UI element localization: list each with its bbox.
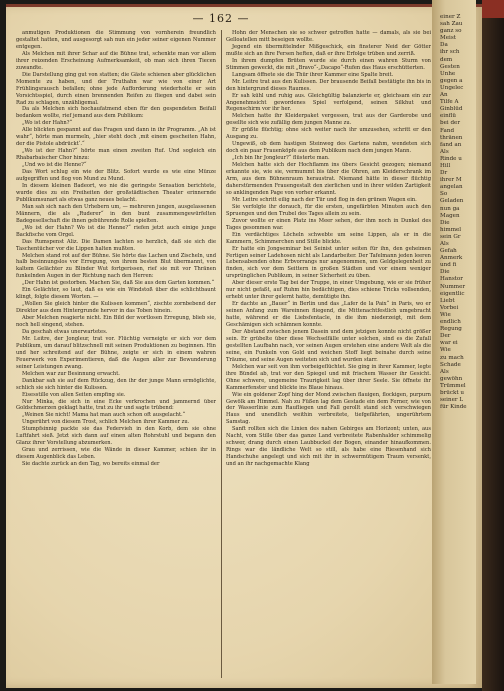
next-page-line: himmel: [440, 226, 462, 233]
paragraph: Jegend ein übermittelnder Mißgeschick, ein finsterer Neid der Götter mußte sich an ihre Fersen heften, daß er ihre Erfolge trüben und zerriß.: [226, 43, 431, 57]
next-page-line: Nummer: [440, 283, 466, 290]
paragraph: Nur Minka, die sich in eine Ecke verkrochen und jammernd über Goldschmerzen geklagt hatte, trat zu ihr und sagte trübend:: [16, 398, 216, 412]
paragraph: Stumpfsinnig packte sie das Federvieh in den Korb, dem sie ohne Luftfahrt sieß. Jetzt sich dann auf einen alten Rohrstuhl und begann den Glanz ihrer Vorstellung abzumerken.: [16, 426, 216, 447]
paragraph: Das Rumspenst Aliz. Die Damen lachten so herzlich, daß sie sich die Taschentücher vor die Lippen halten mußten.: [16, 238, 216, 252]
paragraph: Grau und zerrissen, wie die Wände in dieser Kammer, schien ihr in diesem Augenblick das Leben.: [16, 447, 216, 461]
next-page-line: thränen: [440, 134, 463, 141]
next-page-line: Tilfe A: [440, 99, 459, 106]
next-page-line: war ei: [440, 340, 458, 347]
next-page-line: eigentlic: [440, 290, 465, 297]
next-page-line: Hill: [440, 162, 451, 169]
next-page-line: Gesten: [440, 63, 460, 70]
next-page-line: Rinde u: [440, 155, 462, 162]
paragraph: Die Darstellung ging gut von statten; die Gäste schienen aber glücklichen Momente zu haben, und der Truthahn war wie von einer Art Frühlingsrausch befallen; ohne jede Aufforderung wiederholte er sein Vorsichtsspiel, durch einen brennenden Reifen zu fliegen und dabei sein Rad zu schlagen, unzähligemal.: [16, 71, 216, 106]
next-page-line: gegen a: [440, 77, 463, 84]
next-page-line: Dr: [440, 170, 448, 177]
next-page-line: zu mach: [440, 354, 464, 361]
paragraph: Eisesstille von allen Seiten empfing sie.: [22, 391, 126, 398]
paragraph: Er dachte an „Bauer“ in Berlin und das „Lafer de la Paix“ in Paris, wo er seinen Anfang zum Wareinnen fliegend, die Mittenachtfestlich umgebracht hatte, während er die Liebsfentacle, in die ihm niederzeigt, mit dem Geschämigen sich schämnen konnte.: [226, 301, 431, 329]
next-page-line: Trümmel: [440, 382, 466, 389]
next-page-line: gewöhn: [440, 375, 463, 382]
next-page-line: An: [440, 92, 448, 99]
next-page-line: Ginblüd: [440, 106, 463, 113]
next-page-line: sah Zau: [440, 21, 463, 28]
next-page-line: Regung: [440, 326, 462, 333]
paragraph: In diesem kleinen Badeort, wo nie die geringste Sensation berichtete, wurde dies zu ein Freiheiten der großstädtischen Theater erinnernde Publikumsunart als etwas ganz neues belacht.: [16, 182, 216, 203]
next-page-line: Vorbei: [440, 304, 459, 311]
page-number: — 162 —: [192, 12, 250, 25]
paragraph: Langsam öffnete sie die Thür ihrer Kammer eine Spalte breit.: [232, 71, 394, 78]
book-spine: [482, 0, 504, 691]
next-page-line: sein Gr: [440, 233, 461, 240]
paragraph: Mr. Leitre schritt eilig nach der Tür und flog in den grünen Wagen ein.: [232, 196, 417, 203]
paragraph: Aber Melchen reagierte nicht. Ein Bild der wortlosen Erregung, blieb sie, noch hell singend, stehen.: [16, 315, 216, 329]
next-page-line: Die: [440, 269, 450, 276]
next-page-line: Als: [440, 241, 449, 247]
paragraph: Ein Gelächter, so laut, daß es wie ein Windstoß über die schlichtbaunt klingt, folgte diesem Worten. —: [16, 287, 216, 301]
next-page-line: einer Z: [440, 14, 461, 20]
next-page-line: Der: [440, 333, 451, 340]
right-text-column: [226, 30, 431, 682]
next-page-text: [440, 14, 476, 411]
next-page-line: ganz so: [440, 28, 462, 35]
next-page-line: ihr sch: [440, 49, 460, 56]
paragraph: „Und wo ist die Henne?“: [22, 162, 87, 169]
paragraph: Hohn der Menschen sie so schwer getroffen hatte — damals, als sie bei Gelloatellen mitt beseigen wollte.: [226, 30, 431, 43]
paragraph: Dankbar sah sie auf dem Rückzug, den ihr der junge Mann ermöglichte, schlich sie sich hinter die Kulissen.: [16, 377, 216, 391]
next-page-line: Schade: [440, 361, 461, 368]
next-page-line: Anmerk: [440, 255, 463, 262]
next-page-line: bei der: [440, 120, 461, 127]
next-page-line: endlich: [440, 319, 461, 326]
next-page-line: Liebt: [440, 297, 455, 304]
paragraph: Sie dachte zurück an den Tag, wo bereits einmal der: [22, 461, 160, 468]
paragraph: Aber dieser erste Tag bei der Truppe, in einer Umgebung, wie er sie früher nur nicht gefaßt, auf Ruhm hin bedächtigen, dies schiene Tricks vollsenden, erhebt unter ihrer gelernt hatte, demütigte ihn.: [226, 280, 431, 301]
next-page-line: brückt u: [440, 389, 465, 396]
paragraph: Alle blickten gespannt auf das Fragen und dann in ihr Programm. „Ah ist wahr“, hörte man murmeln, „hier steht doch ‚mit einem gescheiten Hahn, der die Pistole abdrückt‘.“: [16, 127, 216, 148]
left-text-column: [16, 30, 216, 682]
next-page-line: Hanstor: [440, 276, 463, 283]
paragraph: „Der Hahn ist gestorben. Machen Sie, daß Sie aus dem Garten kommen.“: [22, 280, 215, 287]
paragraph: Melchen hatte sich der Hochflamm ins übers Gesicht gezogen; niemand erkannte sie, wie sie, vermummt bis über die Ohren, am Kleiderschrank im Arm, aus dem Bühnenraum heraustrat. Niemand hätte in dieser flüchtig daherstürmenden Frauengestalt den zierlichen und in ihrer wilden Zartigkeit so anklingenden Page von vorher erkannt.: [226, 162, 431, 196]
next-page-line: Wie: [440, 311, 451, 318]
paragraph: Melchen stand rot auf der Bühne. Sie hörte das Lachen und Zischeln, und halb besinnungslos vor Erregung, von ihrem besten Blut übermannt, von kaltem Gelächter zu Blinder Wut fortgerissen, rief sie mit vor Thränen funkelnden Augen in der Richtung nach den Herren:: [16, 252, 216, 280]
paragraph: Das Wort schlug ein wie der Blitz. Sofort wurde es wie eine Münze aufgegriffen und flog von Mund zu Mund.: [16, 169, 216, 183]
paragraph: „Wo ist der Hahn?“: [22, 120, 73, 127]
next-page-line: Die: [440, 219, 450, 226]
paragraph: Er hatte ein Jongseminar bei Seinist unter seiten für ihn, den geheimen Fertigen seiner Ladehosen nicht als Landarbeiter. Der Tafelmann jeden leeren Lebensabenden ohne Erbvorrangs nur angenommen, um Geldgelegenheit zu finden, sich vor dem Seittern in großen Städten und vor einem weniger ursprünglichen Publikum, in seiner Sicherheit zu üben.: [226, 245, 431, 280]
spine-band: [482, 0, 504, 18]
paragraph: Sanft rollten sich die Linien des nahen Gebirges am Horizont; unten, aus Nacht, vom Stille über das ganze Land verbreitete Rabenhalder schimmelig schwer, drang durch einen Laubbuckel der Bogen, einander hinaufkommen. Rings war die ländliche Welt so still, als habe eine Riesenhand sich Handschuhe angelegt und sich mit ihr in schwermütigem Traum versenkt, und an ihr nachgemachte Klang: [226, 426, 431, 468]
next-page-line: Gefah: [440, 248, 457, 255]
paragraph: Sie verfolgte ihr dorauch, für die ersten, ungefärbten Minuten auch den Spruengen und den Trubel des Tages allein zu sein.: [226, 203, 431, 217]
book-page: [6, 4, 482, 688]
paragraph: Als Melchen mit ihrer Schar auf die Bühne trat, schenkte man vor allem ihrer reizenden Erscheinung Aufmerksamkeit, ob man sich ihren Tiecen zuwandte.: [16, 50, 216, 71]
paragraph: Wie ein goldener Zopf hing der Mond zwischen flauigen, flockigen, purpurn Gewölk am Himmel. Nah zu Füßen lag dem Gestade ein dem Ferner, wie von der Wasserlinie zum Raufliegen und Fall gerollt stand sich verschwiegen Haus und unendlich weithin verbreitete, tiefgefährten, ungerührtem Samstag.: [226, 391, 431, 426]
next-page-line: Als: [440, 148, 449, 155]
next-page-line: Fand: [440, 127, 455, 134]
paragraph: Man sah sich nach den Urhebern um, — mehreren jungen, ausgelassenen Männern, die als „Ruderer“ in den bunt zusammengewürfelten Badegesellschaft die ihnen gebührende Rolle spielten.: [16, 203, 216, 224]
next-page-edge: [432, 0, 476, 684]
paragraph: Ein verdächtiges Löcheln schwebte um seine Lippen, als er in die Kammern, Schimmerchen und Stille blickte.: [226, 231, 431, 245]
next-page-line: Als: [440, 368, 449, 375]
paragraph: Melchen war zur Besinnung erwacht.: [22, 370, 120, 377]
next-page-line: Ungelec: [440, 84, 464, 91]
paragraph: Melchen hatte ihr Kleiderpaket vergessen, trat aus der Garderobe und gesellte sich wie zufällig dem jungen Manne zu.: [226, 113, 431, 127]
paragraph: Da geschah etwas unerwartetes.: [22, 328, 108, 335]
next-page-line: dem: [440, 56, 453, 63]
next-page-line: So: [440, 191, 448, 198]
next-page-line: angelan: [440, 184, 463, 191]
paragraph: „Wo ist der Hahn? Wo ist die Henne?“ riefen jetzt auch einige junge Backfische vom Orgel.: [16, 224, 216, 238]
paragraph: „Wo ist der Hahn?“ hörte man einen zweiten Ruf. Und sogleich ein Rhabarbaischer Chor hinzu:: [16, 148, 216, 162]
paragraph: Da als Melchen sich hochaufatmend eben für den gespendeten Beifall bedanken wollte, rief jemand aus dem Publikum:: [16, 106, 216, 120]
paragraph: „Wollen Sie gleich hinter die Kulissen kommen“, zischte zornbebend der Direktor aus dem Hintergrunde hervor in das Toben hinein.: [16, 301, 216, 315]
paragraph: In ihrem dumpfen Brüten wurde sie durch einen wahren Sturm von Stimmen geweckt, die mit „Bravo“-„Dacapo“-Rufen das Haus erschütterten.: [226, 57, 431, 71]
paragraph: Zuvor wollte er einen Platz ins Meer sehen, der ihm noch in Dunkel des Tages gesommen war.: [226, 217, 431, 231]
paragraph: Ungerührt von diesem Trost, schlich Melchen ihrer Kammer zu.: [22, 419, 190, 426]
column-divider: [221, 30, 222, 678]
next-page-line: Geladen: [440, 198, 464, 205]
paragraph: Der Abstand zwischen jenem Dasein und dem jetzigen konnte nicht größer sein. Er grübelte über diese Wechselfälle unter solchen, sind es die Zufall gestellten Laufbahn nach, vor seinen Augen erstehen eine andere Welt als die seine, ein Funkeln von Gold und weichen Stoff liegt beinahe durch seine Träume, und seine Augen weiteten sich und wurden starr.: [226, 328, 431, 363]
paragraph: Er grüßte flüchtig; ohne sich weiter nach ihr umzusehen, schritt er den Ausgang zu.: [226, 127, 431, 141]
next-page-line: Da: [440, 42, 448, 49]
next-page-line: ihrer M: [440, 177, 462, 184]
next-page-line: einflü: [440, 113, 457, 120]
next-page-line: seiner L: [440, 397, 464, 404]
paragraph: „Ich bin Ihr Jongleur?“ flüsterte man.: [232, 155, 330, 162]
paragraph: Melchen war seit von ihm vorbeigeflüchtet. Sie ging in ihrer Kammer, legte ihre Bündel ab, trat vor den Spiegel und mit frischem Wasser ihr Gesicht. Ohne schwere, ungemeine Traurigkeit lag über ihrer Seele. Sie öffnete ihr Kammerfenster und blickte ins Blaue hinaus.: [226, 363, 431, 391]
paragraph: anmutigen Produktionen die Stimmung von vornherein freundlich gestaltet hatten, und ausgesorgt sah nun ein jeder seiner eigenen Nummer entgegen.: [16, 30, 216, 50]
paragraph: Er sah kühl und ruhig aus. Gleichgültig balanzierte er, gleichsam ein zur Angenehmsicht gewordenes Spiel verfolgend, seinen Silkhut und Regenschirm vor ihr her.: [226, 92, 431, 113]
next-page-line: nun ga: [440, 205, 460, 212]
paragraph: Ungewiß, ob dem hastigen Steinweg des Gartens nahm, wendeten sich doch ein paar Frauenköpfe aus dem Publikum nach dem jungen Mann.: [226, 141, 431, 155]
next-page-line: für Kinde: [440, 404, 467, 411]
next-page-line: Wie: [440, 347, 451, 354]
next-page-line: Magen: [440, 212, 460, 219]
next-page-line: und fi: [440, 262, 457, 269]
next-page-line: Unhe: [440, 70, 456, 77]
paragraph: Mr. Leitre trat aus den Kulissen. Der brausende Beifall bestätigte ihn bis in den hintergrund dieses Raumes.: [226, 78, 431, 92]
next-page-line: Meist: [440, 35, 456, 42]
paragraph: „Weinen Sie nicht! Mama hat man auch schon oft ausgelacht.“: [22, 412, 186, 419]
next-page-line: fand an: [440, 141, 462, 148]
paragraph: Mr. Leitre, der Jongleur, trat vor. Flüchtig verneigte er sich vor dem Publikum, um darauf blitzschnell mit seinen Produktionen zu beginnen. Hin und her schreitend auf der Bühne, zeigte er sich in einem wahren Feuerwerk von Experimentieren, daß die Augen aller zur Bewunderung seiner Leistungen zwang.: [16, 335, 216, 370]
page-top-border: [6, 4, 482, 7]
